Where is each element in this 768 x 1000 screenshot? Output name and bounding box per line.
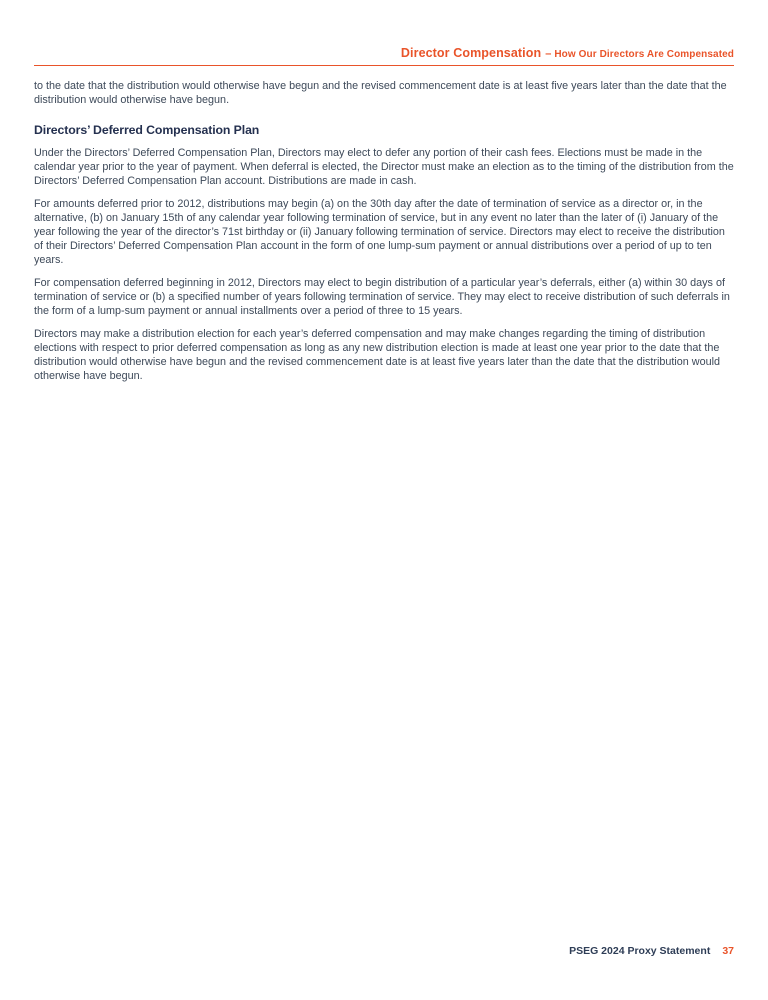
paragraph-4: Directors may make a distribution election for each year’s deferred compensation and may make changes regarding the timing of distribution elections with respect to prior deferred compensation as long as any new distribution election is made at least one year prior to the date that the distribution would otherwise have begun and the revised commencement date is at least five years later than the date that the distribution would otherwise have begun. — [34, 328, 721, 382]
running-header-separator: – — [545, 48, 552, 60]
header-rule — [34, 65, 734, 66]
footer-document-title: PSEG 2024 Proxy Statement — [569, 945, 711, 957]
running-header-section-title: Director Compensation — [400, 46, 542, 60]
paragraph-1: Under the Directors’ Deferred Compensation Plan, Directors may elect to defer any portion of their cash fees. Elections must be made in the calendar year prior to the year of payment. When deferral is elected, the Director must make an election as to the timing of the distribution from the Directors’ Deferred Compensation Plan account. Distributions are made in cash. — [34, 147, 734, 187]
paragraph-3: For compensation deferred beginning in 2012, Directors may elect to begin distribution of a particular year’s deferrals, either (a) within 30 days of termination of service or (b) a specified number of years following termination of service. They may elect to receive distribution of such deferrals in the form of a lump-sum payment or annual installments over a period of three to 15 years. — [34, 277, 730, 317]
section-heading: Directors’ Deferred Compensation Plan — [34, 123, 260, 137]
paragraph-2: For amounts deferred prior to 2012, distributions may begin (a) on the 30th day after the date of termination of service as a director or, in the alternative, (b) on January 15th of any calendar year following termination of service, but in any event no later than the later of (i) January of the year following the year of the director’s 71st birthday or (ii) January following termination of service. Directors may elect to receive the distribution of their Directors’ Deferred Compensation Plan account in the form of one lump-sum payment or annual distributions over a period of up to ten years. — [34, 198, 725, 266]
page-content-area — [0, 44, 768, 383]
running-header-subsection-title: How Our Directors Are Compensated — [554, 49, 734, 60]
running-header — [34, 44, 734, 62]
continuation-paragraph: to the date that the distribution would otherwise have begun and the revised commencement date is at least five years later than the date that the distribution would otherwise have begun. — [34, 80, 727, 106]
body-text — [34, 79, 734, 383]
page-footer — [569, 945, 734, 957]
footer-page-number: 37 — [722, 945, 734, 957]
